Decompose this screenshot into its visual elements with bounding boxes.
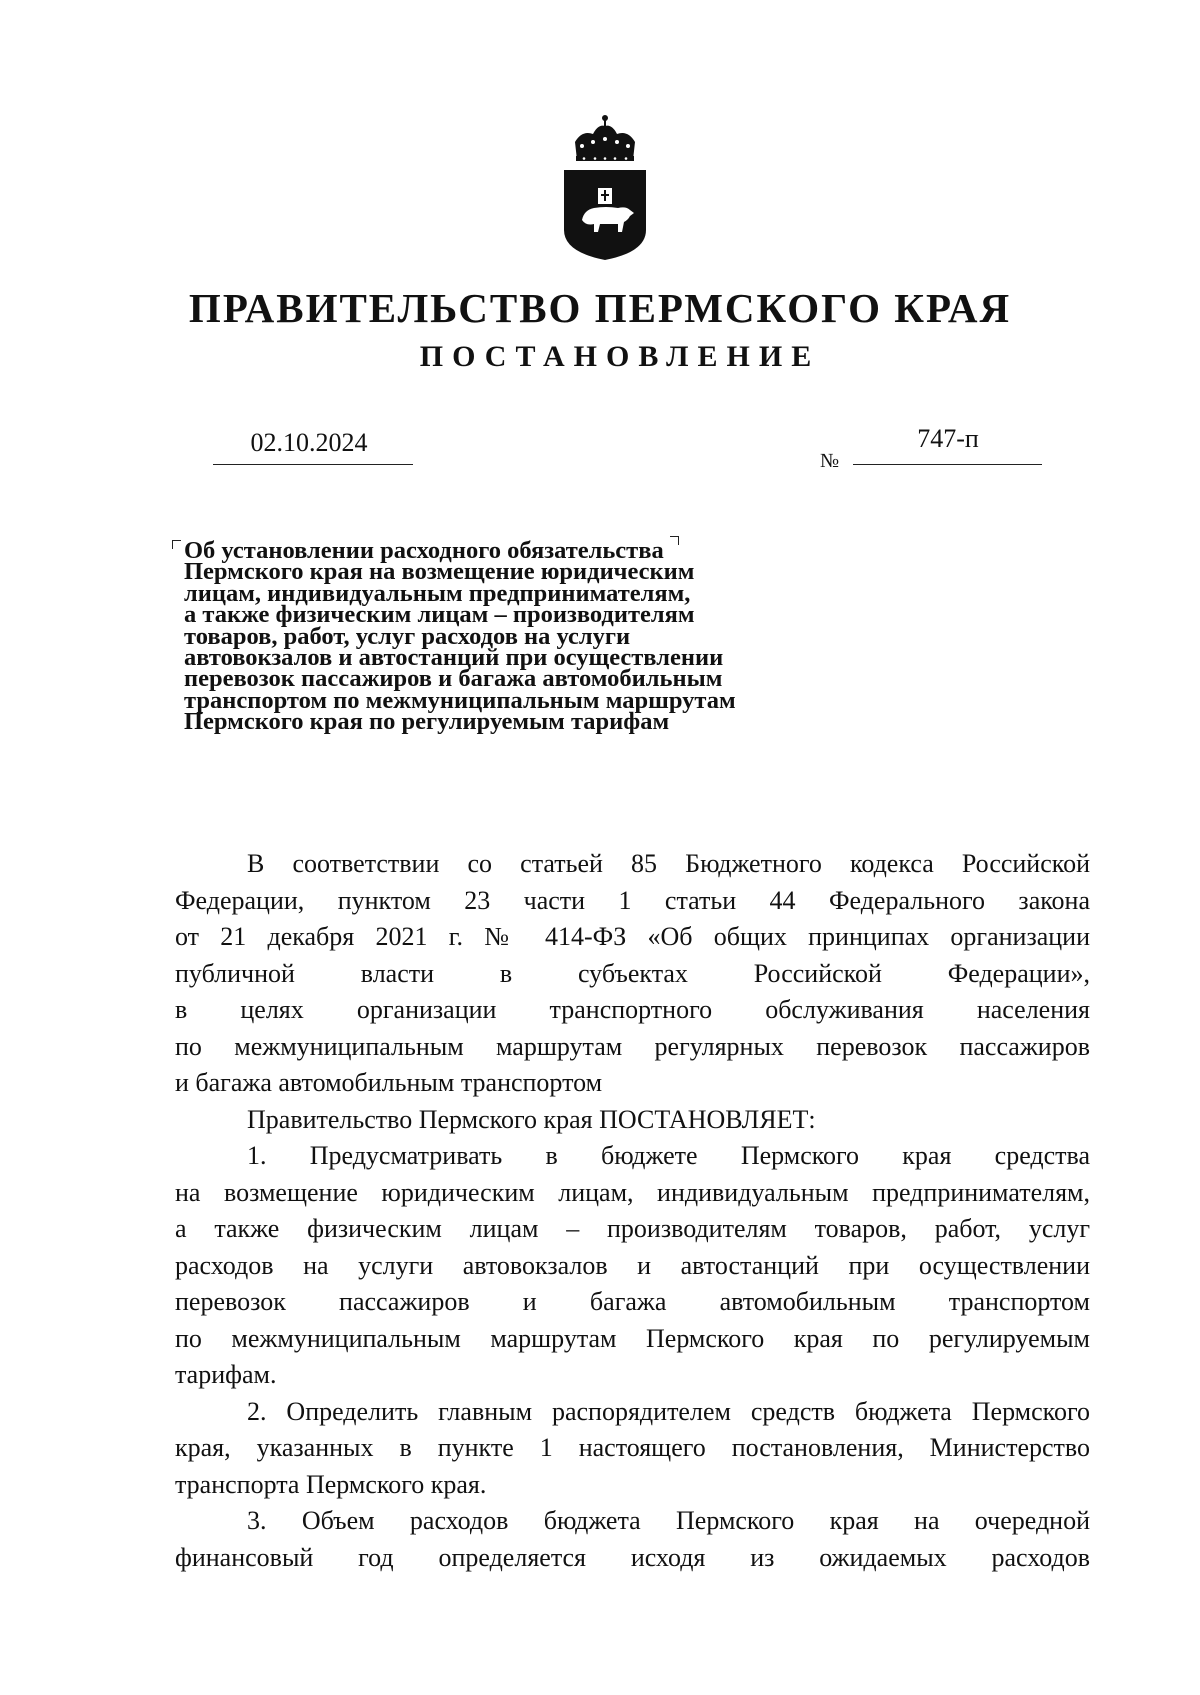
body-line: 3. Объем расходов бюджета Пермского края на очередной [247,1506,1090,1535]
document-body [175,846,1090,1576]
resolution-statement: Правительство Пермского края ПОСТАНОВЛЯЕТ: [247,1104,816,1134]
date-field [213,428,413,465]
body-line: тарифам. [175,1360,277,1389]
body-line: Федерации, пунктом 23 части 1 статьи 44 Федерального закона [175,885,1090,915]
body-line: расходов на услуги автовокзалов и автостанций при осуществлении [175,1250,1090,1280]
document-date: 02.10.2024 [250,428,368,457]
body-line: В соответствии со статьей 85 Бюджетного кодекса Российской [247,849,1090,878]
subject-line: Пермского края на возмещение юридическим [184,558,695,586]
body-line: а также физическим лицам – производителям товаров, работ, услуг [175,1214,1090,1243]
perm-krai-coat-of-arms-icon [560,112,650,262]
subject-line: Пермского края по регулируемым тарифам [184,708,670,736]
number-field [820,424,1042,474]
body-line: финансовый год определяется исходя из ожидаемых расходов [175,1542,1090,1572]
subject-corner-mark-left [172,540,181,549]
subject-line: Об установлении расходного обязательства [184,537,664,564]
body-line: и багажа автомобильным транспортом [175,1068,603,1097]
body-line: публичной власти в субъектах Российской Федерации», [175,958,1090,988]
body-line: по межмуниципальным маршрутам Пермского края по регулируемым [175,1323,1090,1353]
subject-line: товаров, работ, услуг расходов на услуги [184,622,631,650]
body-line: на возмещение юридическим лицам, индивидуальным предпринимателям, [175,1177,1090,1207]
body-line: 2. Определить главным распорядителем средств бюджета Пермского [247,1396,1090,1426]
body-line: по межмуниципальным маршрутам регулярных перевозок пассажиров [175,1031,1090,1061]
body-line: от 21 декабря 2021 г. № 414-ФЗ «Об общих принципах организации [175,922,1090,951]
number-underline [853,464,1042,465]
body-line: транспорта Пермского края. [175,1469,487,1499]
subject-line: лицам, индивидуальным предпринимателям, [184,579,691,607]
body-line: перевозок пассажиров и багажа автомобильным транспортом [175,1287,1090,1316]
body-line: 1. Предусматривать в бюджете Пермского края средства [247,1141,1090,1170]
date-underline [213,464,413,465]
document-type: ПОСТАНОВЛЕНИЕ [419,340,821,373]
subject-line: а также физическим лицам – производителям [184,601,695,629]
document-subject [184,537,904,736]
number-sign: № [820,450,840,472]
subject-line: перевозок пассажиров и багажа автомобильным [184,665,723,693]
subject-line: транспортом по межмуниципальным маршрутам [184,686,736,714]
body-line: в целях организации транспортного обслуживания населения [175,995,1090,1024]
government-title: ПРАВИТЕЛЬСТВО ПЕРМСКОГО КРАЯ [188,285,1012,331]
document-number: 747-п [917,424,979,453]
body-line: края, указанных в пункте 1 настоящего постановления, Министерство [175,1433,1090,1462]
subject-line: автовокзалов и автостанций при осуществлении [184,644,724,672]
